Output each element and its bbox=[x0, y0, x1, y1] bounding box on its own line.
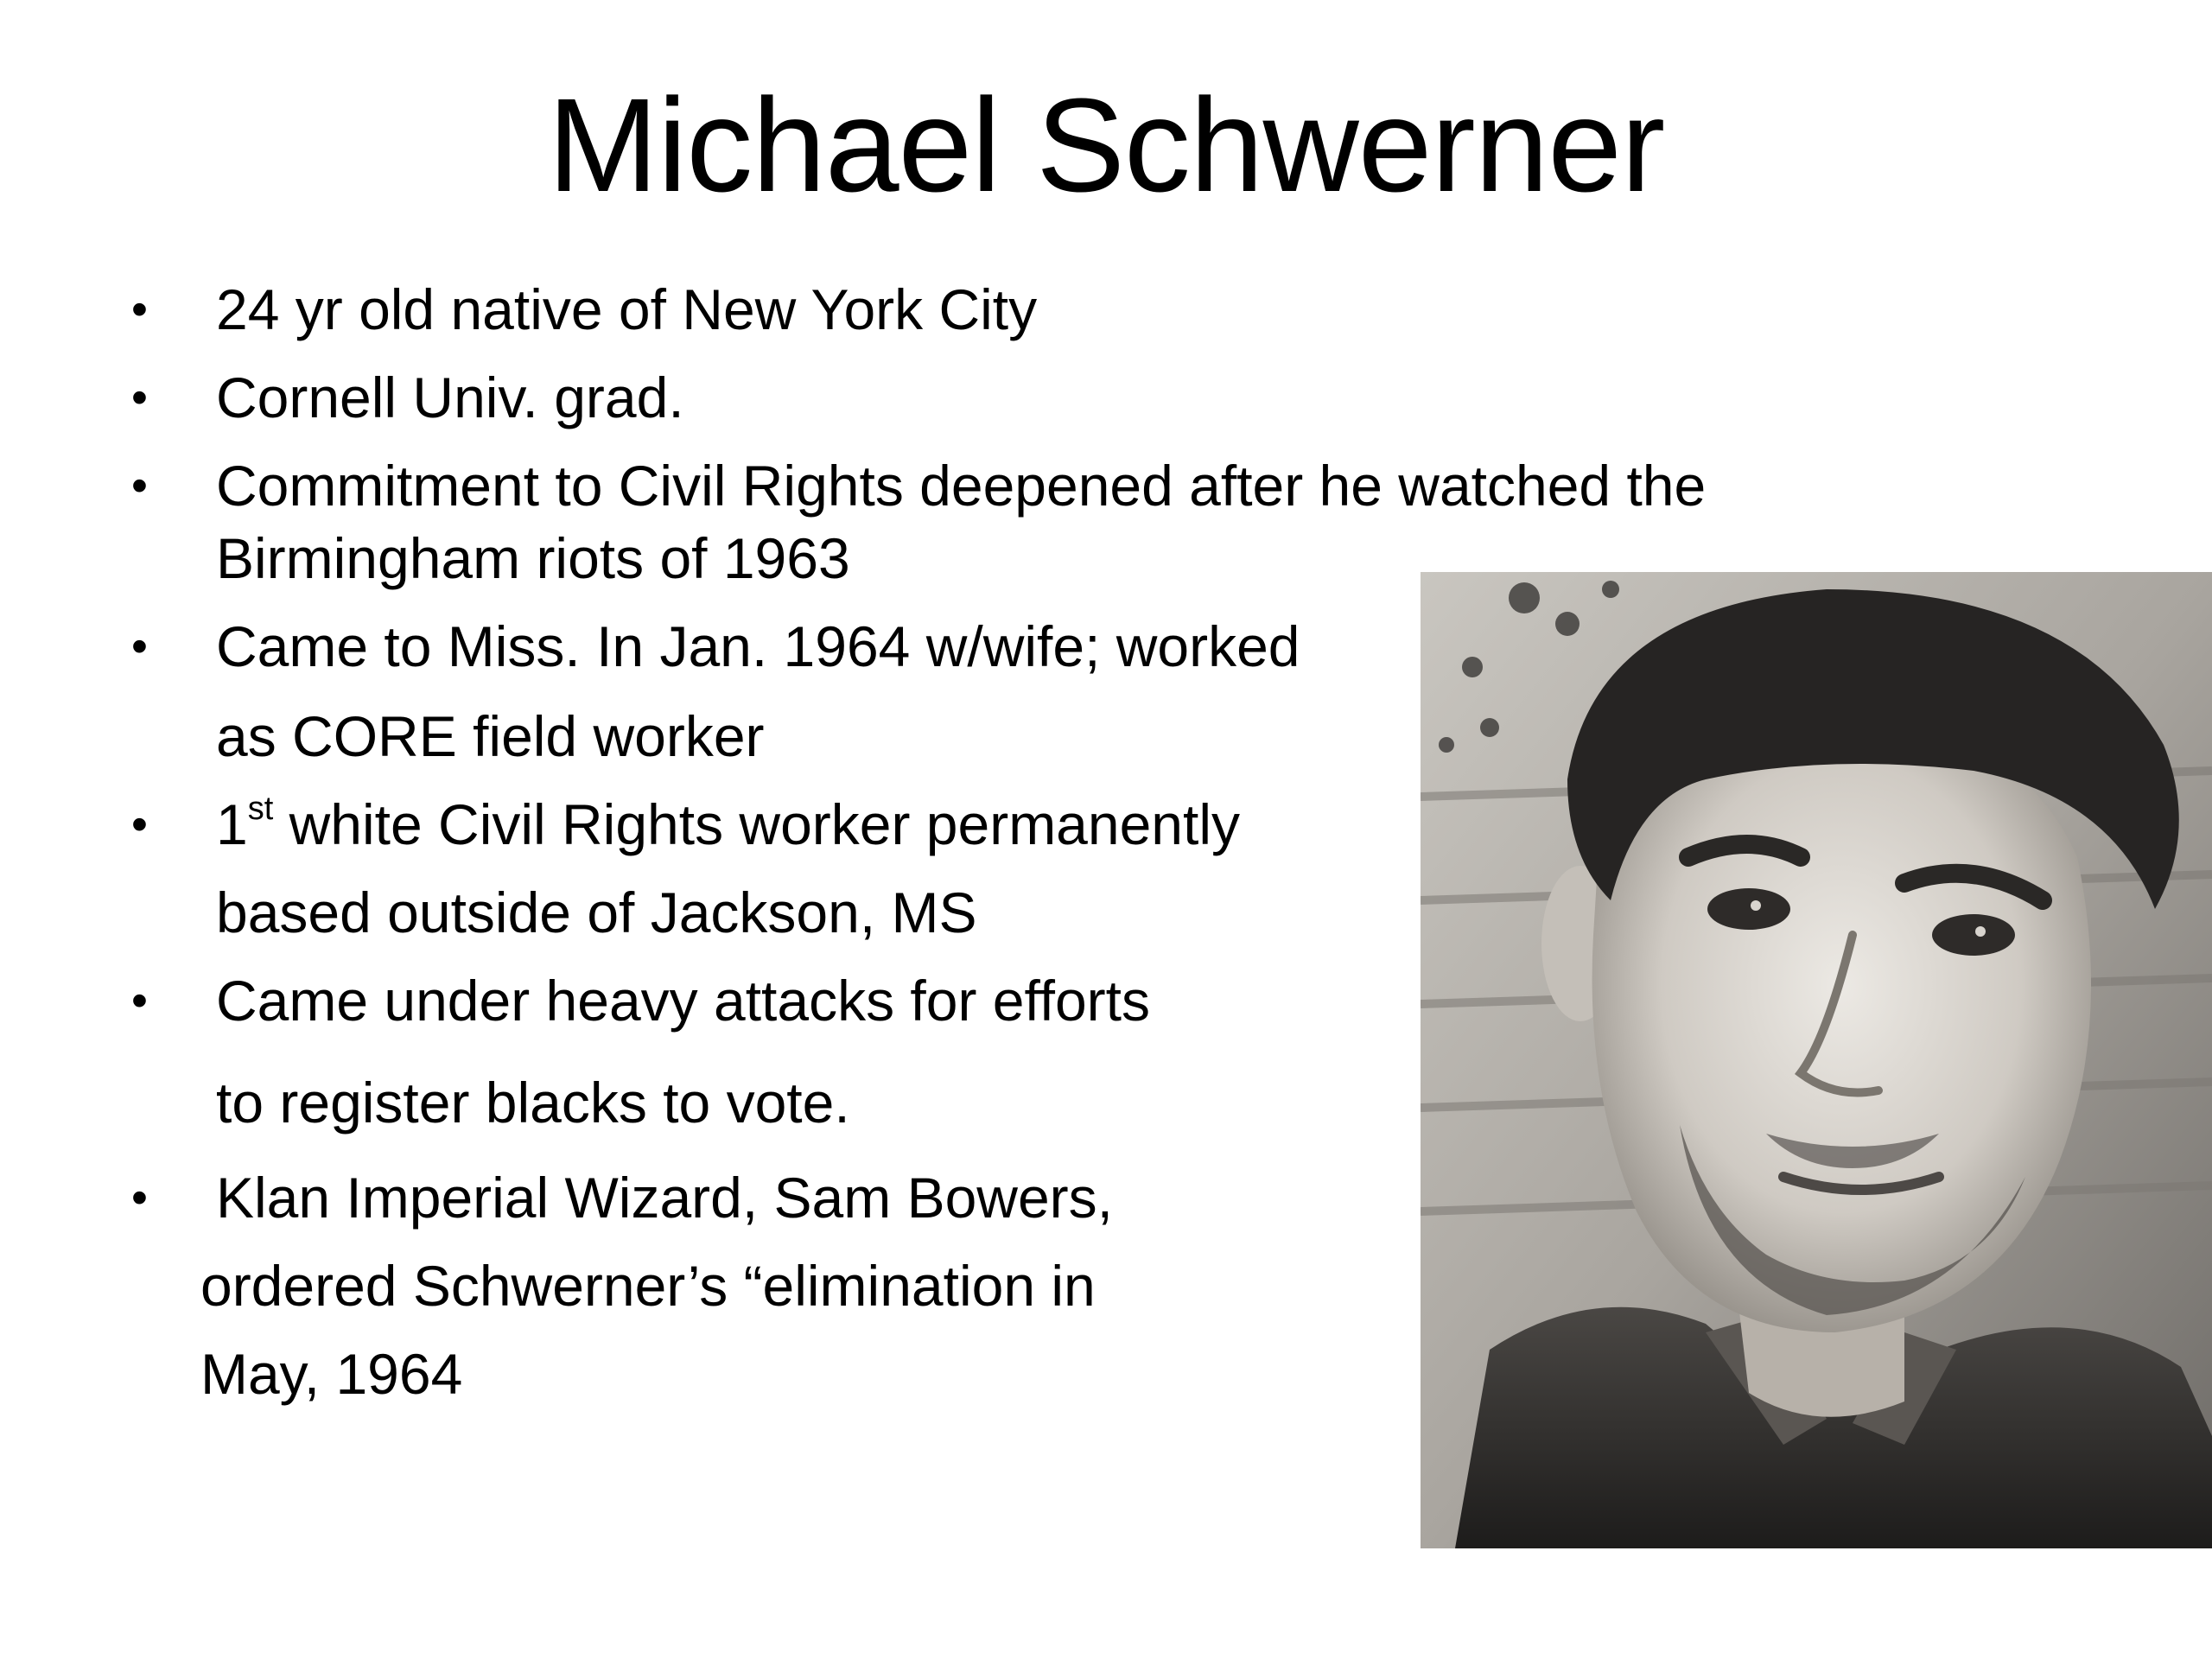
ordinal-number: 1 bbox=[216, 792, 248, 856]
bullet-7-line-3: May, 1964 bbox=[200, 1342, 463, 1406]
bullet-dot: • bbox=[131, 1172, 148, 1224]
bullet-1-line-1: 24 yr old native of New York City bbox=[216, 277, 1038, 341]
bullet-dot: • bbox=[131, 975, 148, 1027]
bullet-dot: • bbox=[131, 620, 148, 672]
bullet-dot: • bbox=[131, 798, 148, 850]
bullet-5-line-1 bbox=[216, 790, 1240, 859]
ordinal-suffix: st bbox=[247, 791, 274, 827]
bullet-dot: • bbox=[131, 372, 148, 423]
bullet-4-line-1: Came to Miss. In Jan. 1964 w/wife; worked bbox=[216, 614, 1300, 678]
bullet-3-line-1: Commitment to Civil Rights deepened after he watched the bbox=[216, 454, 1707, 518]
slide-title: Michael Schwerner bbox=[547, 71, 1665, 219]
bullet-7-line-2: ordered Schwerner’s “elimination in bbox=[200, 1254, 1096, 1318]
bullet-4-line-2: as CORE field worker bbox=[216, 704, 765, 768]
portrait-photo bbox=[1421, 572, 2212, 1548]
bullet-5-line-2: based outside of Jackson, MS bbox=[216, 880, 977, 944]
bullet-6-line-1: Came under heavy attacks for efforts bbox=[216, 969, 1150, 1033]
bullet-6-line-2: to register blacks to vote. bbox=[216, 1071, 850, 1135]
bullet-dot: • bbox=[131, 283, 148, 335]
bullet-3-line-2: Birmingham riots of 1963 bbox=[216, 526, 850, 590]
bullet-7-line-1: Klan Imperial Wizard, Sam Bowers, bbox=[216, 1166, 1113, 1230]
bullet-2-line-1: Cornell Univ. grad. bbox=[216, 365, 684, 429]
portrait-illustration bbox=[1421, 572, 2212, 1548]
bullet-5-line-1-text: white Civil Rights worker permanently bbox=[273, 792, 1240, 856]
bullet-dot: • bbox=[131, 460, 148, 512]
